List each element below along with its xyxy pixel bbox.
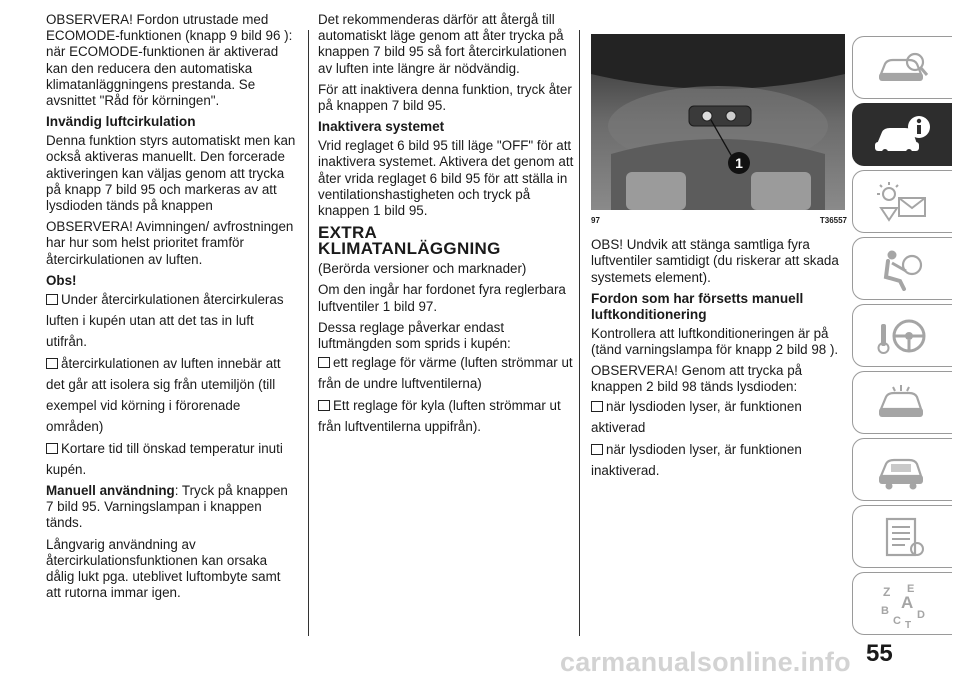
paragraph: Manuell användning: Tryck på knappen 7 bild 95. Varningslampan i knappen tänds. — [46, 483, 288, 531]
paragraph: Det rekommenderas därför att återgå till automatiskt läge genom att åter trycka på knappen 7 bild 95 så fort återcirkulationen av luften inte längre är nödvändig. — [318, 12, 567, 76]
checkbox-bullet-icon — [318, 357, 330, 368]
column-3 — [591, 34, 847, 482]
svg-text:T: T — [904, 619, 911, 628]
checkbox-bullet-icon — [591, 444, 603, 455]
tab-car-service[interactable] — [852, 438, 952, 501]
tab-car-breakdown[interactable] — [852, 371, 952, 434]
section-heading: Invändig luftcirkulation — [46, 114, 196, 130]
column-2 — [318, 12, 574, 438]
chapter-heading: EXTRA KLIMATANLÄGGNING — [318, 223, 501, 259]
column-divider — [308, 30, 309, 636]
svg-text:D: D — [916, 608, 925, 621]
car-breakdown-icon — [875, 381, 931, 425]
figure-callout-label: 1 — [735, 155, 743, 171]
list-item: Ett reglage för kyla (luften strömmar ut från luftventilerna uppifrån). — [318, 398, 561, 435]
paragraph: OBS! Undvik att stänga samtliga fyra luftventiler samtidigt (du riskerar att skada systemets element). — [591, 237, 839, 285]
checkbox-bullet-icon — [46, 294, 58, 305]
list-item: Under återcirkulationen återcirkuleras luften i kupén utan att det tas in luft utifrån. — [46, 292, 284, 350]
paragraph: (Berörda versioner och marknader) — [318, 261, 527, 277]
paragraph: OBSERVERA! Fordon utrustade med ECOMODE-funktionen (knapp 9 bild 96 ): när ECOMODE-funktionen är aktiverad kan den reducera den automatiska klimatanläggningens prestanda. Se avsnittet "Råd för körningen". — [46, 12, 293, 109]
paragraph: För att inaktivera denna funktion, tryck åter på knappen 7 bild 95. — [318, 81, 572, 114]
tab-steering-key[interactable] — [852, 304, 952, 367]
svg-text:Z: Z — [882, 584, 890, 599]
list-item: återcirkulationen av luften innebär att det går att isolera sig från utemiljön (till exempel vid körning i förorenade områden) — [46, 356, 281, 435]
figure-number: 97 — [591, 216, 600, 225]
tab-car-search[interactable] — [852, 36, 952, 99]
svg-text:B: B — [880, 604, 889, 617]
paragraph: Vrid reglaget 6 bild 95 till läge "OFF" för att inaktivera systemet. Aktivera det genom att åter vrida reglaget 6 bild 95 för att ställa in ventilationshastigheten och tryck på knappen 1 bild 95. — [318, 138, 574, 219]
page-number: 55 — [866, 640, 893, 667]
steering-key-icon — [875, 314, 931, 358]
section-heading: Inaktivera systemet — [318, 119, 445, 135]
checkbox-bullet-icon — [591, 401, 603, 412]
car-search-icon — [875, 48, 931, 88]
warning-lights-icon — [875, 180, 931, 224]
car-info-icon — [873, 114, 933, 156]
list-item: när lysdioden lyser, är funktionen aktiverad — [591, 398, 802, 435]
column-1 — [46, 12, 298, 606]
paragraph: OBSERVERA! Genom att trycka på knappen 2 bild 98 tänds lysdioden: — [591, 363, 803, 395]
checkbox-bullet-icon — [318, 400, 330, 411]
obs-label: Obs! — [46, 272, 77, 288]
paragraph: Denna funktion styrs automatiskt men kan också aktiveras manuellt. Den forcerade aktiveringen kan väljas genom att trycka på knapp 7 bild 95 och markeras av att lysdioden tänds på knappen — [46, 133, 296, 214]
paragraph: Långvarig användning av återcirkulationsfunktionen kan orsaka dålig lukt pga. uteblivet luftombyte samt att rutorna immar igen. — [46, 536, 281, 601]
tab-warning-lights[interactable] — [852, 170, 952, 233]
manual-label: Manuell användning — [46, 483, 175, 499]
alphabet-index-icon — [875, 580, 931, 628]
section-heading: Fordon som har försetts manuell luftkonditionering — [591, 290, 804, 322]
document-list-icon — [875, 515, 931, 559]
paragraph: Dessa reglage påverkar endast luftmängden som sprids i kupén: — [318, 319, 511, 352]
svg-text:A: A — [900, 592, 913, 612]
tab-car-info[interactable] — [852, 103, 952, 166]
chapter-tabs — [852, 36, 954, 639]
airbag-seat-icon — [878, 247, 928, 291]
tab-alphabet-index[interactable] — [852, 572, 952, 635]
paragraph: Om den ingår har fordonet fyra reglerbara luftventiler 1 bild 97. — [318, 282, 566, 314]
svg-text:C: C — [892, 614, 901, 627]
paragraph: OBSERVERA! Avimningen/ avfrostningen har hur som helst prioritet framför återcirkulationen av luften. — [46, 219, 294, 267]
figure-caption — [591, 213, 847, 229]
car-service-icon — [875, 448, 931, 492]
vent-photo-illustration — [591, 34, 845, 210]
tab-airbag-seat[interactable] — [852, 237, 952, 300]
paragraph: Kontrollera att luftkonditioneringen är på (tänd varningslampa för knapp 2 bild 98 ). — [591, 325, 839, 358]
list-item: när lysdioden lyser, är funktionen inaktiverad. — [591, 441, 802, 478]
watermark: carmanualsonline.info — [560, 647, 851, 677]
figure-vent-photo — [591, 34, 845, 210]
checkbox-bullet-icon — [46, 358, 58, 369]
checkbox-bullet-icon — [46, 443, 58, 454]
list-item: Kortare tid till önskad temperatur inuti kupén. — [46, 441, 283, 478]
tab-document-list[interactable] — [852, 505, 952, 568]
svg-text:E: E — [906, 582, 914, 595]
figure-code: T36557 — [819, 216, 847, 225]
column-divider — [579, 30, 580, 636]
list-item: ett reglage för värme (luften strömmar ut från de undre luftventilerna) — [318, 355, 573, 392]
